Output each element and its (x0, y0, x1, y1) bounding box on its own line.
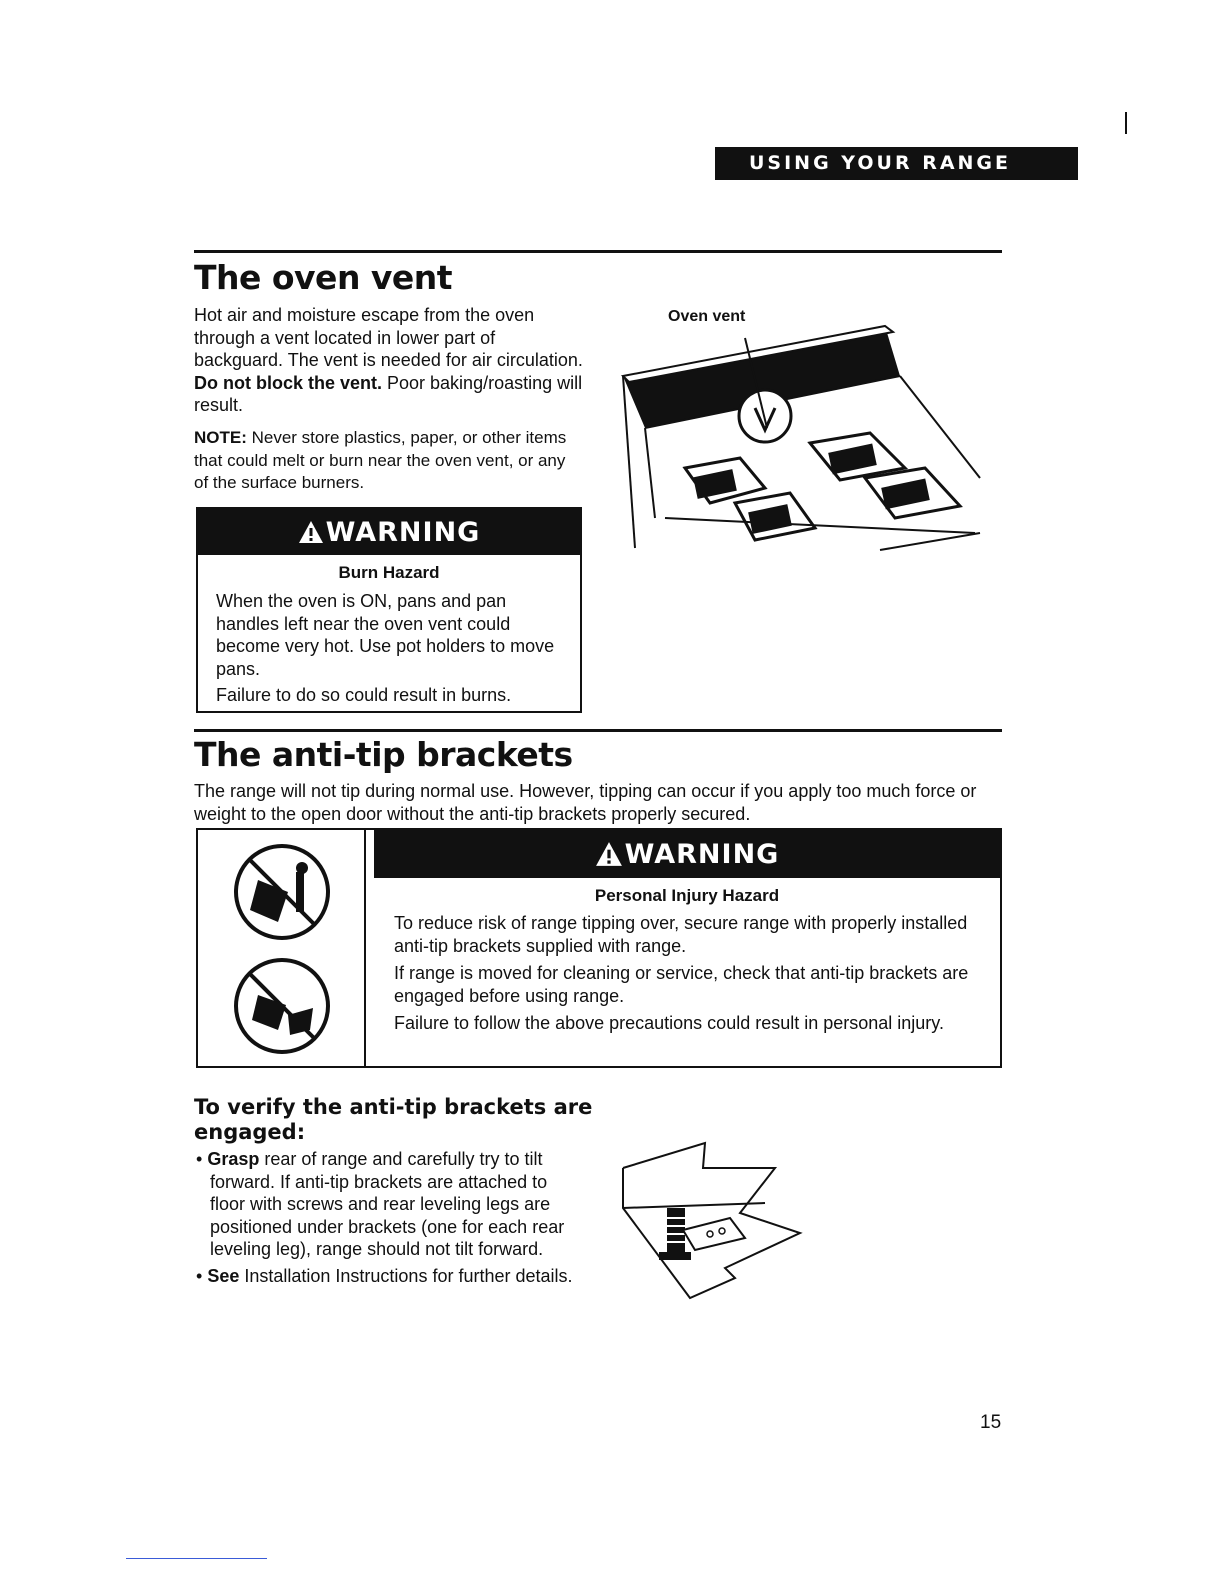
warning-label: WARNING (325, 516, 481, 548)
oven-vent-note (194, 427, 584, 495)
margin-change-bar (1125, 112, 1127, 134)
warning-paragraph: If range is moved for cleaning or service, check that anti-tip brackets are engaged before using range. (394, 963, 969, 1006)
warning-body (198, 555, 580, 707)
step-text: rear of range and carefully try to tilt forward. If anti-tip brackets are attached to floor with screws and rear leveling legs are positioned under brackets (one for each rear leveling leg), range should not tilt forward. (210, 1149, 565, 1259)
hazard-title: Personal Injury Hazard (594, 886, 780, 905)
anti-tip-title: The anti-tip brackets (194, 735, 573, 774)
no-tipping-icon (198, 830, 366, 1066)
section-rule (194, 729, 1002, 732)
note-text: Never store plastics, paper, or other items that could melt or burn near the oven vent, or any of the surface burners. (194, 428, 567, 492)
oven-vent-title: The oven vent (194, 258, 453, 297)
warning-triangle-icon (595, 841, 623, 867)
oven-vent-intro (194, 304, 584, 417)
warning-triangle-icon (298, 520, 324, 544)
warning-content (374, 830, 1000, 1035)
list-item: • See Installation Instructions for further details. (196, 1265, 573, 1286)
step-keyword: See (207, 1265, 240, 1286)
step-text: Installation Instructions for further details. (239, 1265, 573, 1286)
intro-text-1: Hot air and moisture escape from the oven through a vent located in lower part of backguard. The vent is needed for air circulation. (194, 305, 583, 370)
intro-text-2: Poor baking/roasting will result. (194, 372, 583, 415)
hazard-title: Burn Hazard (338, 563, 440, 582)
warning-header (198, 509, 580, 555)
warning-paragraph: To reduce risk of range tipping over, secure range with properly installed anti-tip brackets supplied with range. (394, 913, 968, 956)
warning-label: WARNING (624, 838, 780, 870)
warning-body (374, 878, 1000, 1035)
anti-tip-bracket-illustration (615, 1138, 810, 1303)
verify-steps-list (196, 1148, 586, 1291)
range-cooktop-illustration (615, 318, 985, 568)
intro-emphasis: Do not block the vent. (194, 372, 383, 393)
warning-header (374, 830, 1000, 878)
verify-subtitle: To verify the anti-tip brackets are engaged: (194, 1095, 593, 1144)
illustration-caption: Oven vent (668, 308, 746, 325)
list-item: • Grasp rear of range and carefully try to tilt forward. If anti-tip brackets are attached to floor with screws and rear leveling legs are positioned under brackets (one for each rear leveling leg), range should not tilt forward. (196, 1149, 565, 1259)
anti-tip-intro: The range will not tip during normal use. However, tipping can occur if you apply too much force or weight to the open door without the anti-tip brackets properly secured. (194, 781, 977, 824)
note-label: NOTE: (194, 428, 247, 447)
section-rule (194, 250, 1002, 253)
warning-paragraph: Failure to do so could result in burns. (216, 685, 512, 705)
step-keyword: Grasp (207, 1149, 260, 1169)
personal-injury-warning (196, 828, 1002, 1068)
page-number: 15 (980, 1412, 1002, 1433)
warning-paragraph: When the oven is ON, pans and pan handles left near the oven vent could become very hot. Use pot holders to move pans. (216, 591, 555, 679)
burn-hazard-warning (196, 507, 582, 713)
warning-symbols-panel (198, 830, 366, 1066)
section-tab: USING YOUR RANGE (715, 147, 1078, 180)
footer-line (126, 1558, 267, 1559)
warning-paragraph: Failure to follow the above precautions could result in personal injury. (394, 1013, 944, 1033)
